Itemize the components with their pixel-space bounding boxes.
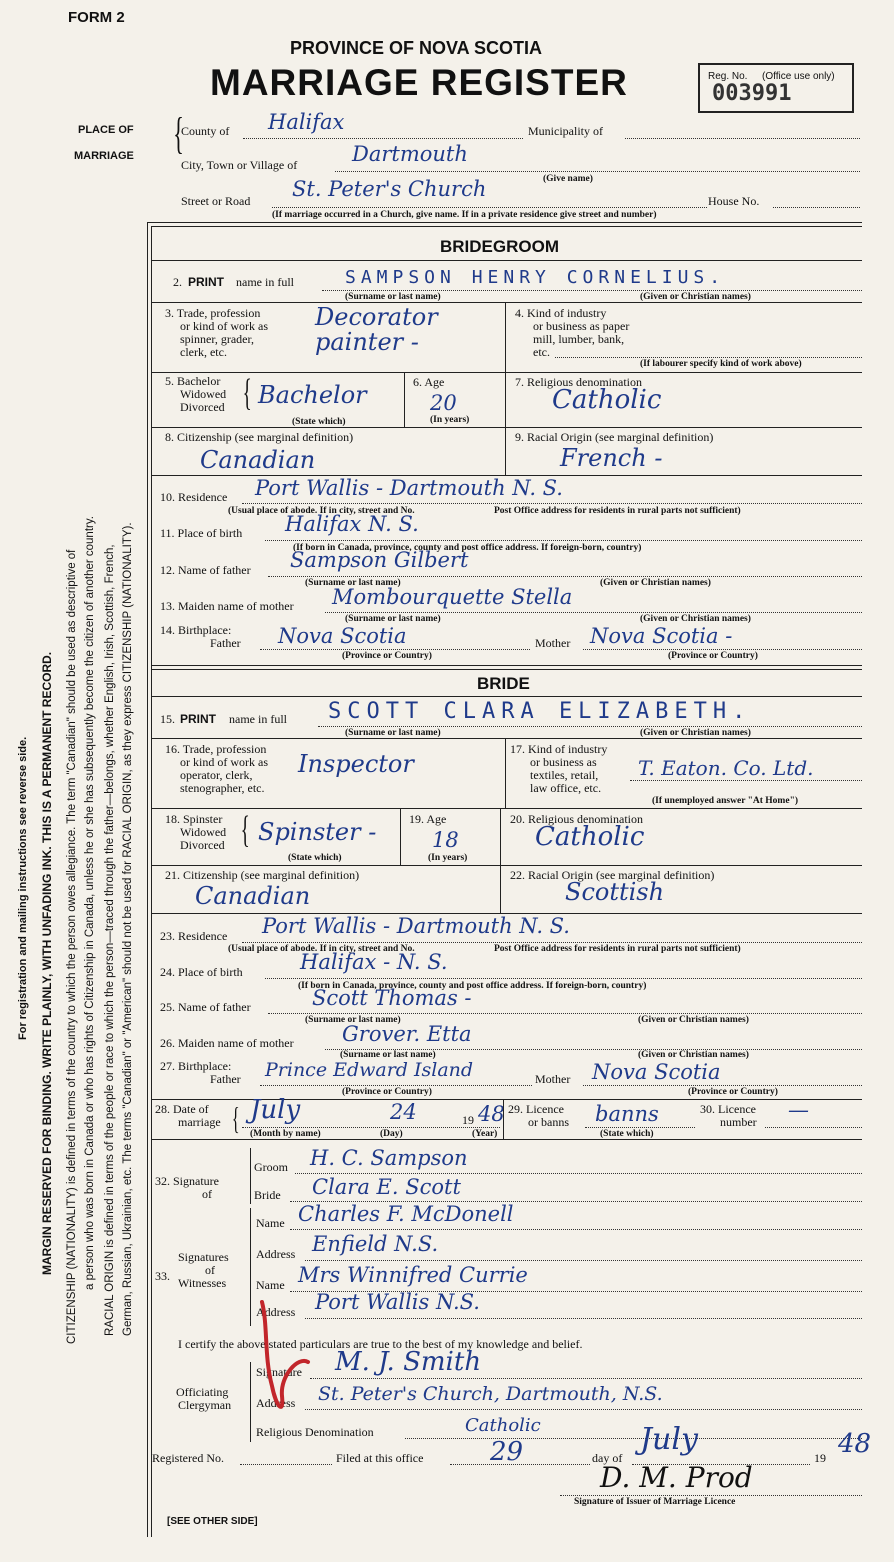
bride-residence: Port Wallis - Dartmouth N. S.	[262, 914, 570, 938]
marriage-day: 24	[390, 1100, 417, 1124]
bride-mother-birthplace: Nova Scotia	[592, 1060, 721, 1084]
day-of-label: day of	[592, 1451, 623, 1465]
bride-heading: BRIDE	[477, 674, 530, 693]
wit-f33: 33.	[155, 1269, 170, 1283]
margin-citizenship-2: a person who was born in Canada or who has rights of Citizenship in Canada, unless he or she has subsequently become the citizen of another country.	[84, 516, 96, 1290]
bride-res-note-1: (Usual place of abode. If in city, street and No.	[228, 944, 415, 954]
clergy-denomination: Catholic	[465, 1415, 541, 1436]
witness-1-name: Charles F. McDonell	[298, 1202, 514, 1226]
margin-binding-note: MARGIN RESERVED FOR BINDING. WRITE PLAINLY, WITH UNFADING INK. THIS IS A PERMANENT RECORD.	[40, 651, 54, 1275]
page-title: MARRIAGE REGISTER	[210, 62, 628, 103]
certify-statement: I certify the above stated particulars are true to the best of my knowledge and belief.	[178, 1337, 583, 1351]
county-value: Halifax	[268, 110, 345, 134]
bride-f17-note: (If unemployed answer "At Home")	[652, 796, 799, 806]
bride-mother-prov-note: (Province or Country)	[688, 1087, 778, 1097]
reg-number: 003991	[712, 81, 792, 106]
w2-address-label: Address	[256, 1305, 296, 1319]
groom-f7: 7. Religious denomination	[515, 375, 642, 389]
groom-f12: 12. Name of father	[160, 563, 251, 577]
filed-year: 48	[838, 1429, 872, 1459]
bride-f17b: or business as	[530, 755, 597, 769]
groom-f4-note: (If labourer specify kind of work above)	[640, 359, 802, 369]
groom-f4b: or business as paper	[533, 319, 630, 333]
margin-racial-1: RACIAL ORIGIN is defined in terms of the people or race to which the person—traced through the father—belongs, whether English, Irish, Scottish, French,	[104, 544, 116, 1336]
margin-racial-2: German, Russian, Ukrainian, etc. The terms "Canadian" or "American" should not be used for RACIAL ORIGIN, as they express CITIZENSHIP (NATIONALITY).	[122, 522, 134, 1336]
bride-f18c: Divorced	[180, 838, 225, 852]
street-label: Street or Road	[181, 194, 251, 208]
bride-f16: 16. Trade, profession	[165, 742, 267, 756]
bride-f20: 20. Religious denomination	[510, 812, 643, 826]
bride-f17: 17. Kind of industry	[510, 742, 608, 756]
place-of-label: PLACE OF	[78, 124, 134, 136]
give-name-note: (Give name)	[543, 174, 593, 184]
marriage-year: 48	[478, 1102, 505, 1126]
municipality-label: Municipality of	[528, 124, 603, 138]
bride-father-birthplace: Prince Edward Island	[265, 1059, 474, 1081]
marriage-year-prefix: 19	[462, 1113, 474, 1127]
groom-mother-label: Mother	[535, 636, 571, 650]
filed-day: 29	[490, 1437, 524, 1467]
groom-f5: 5. Bachelor	[165, 374, 221, 388]
bride-f15-print: PRINT	[180, 712, 216, 726]
groom-f9: 9. Racial Origin (see marginal definition)	[515, 430, 714, 444]
bride-trade: Inspector	[298, 750, 414, 778]
bride-f24: 24. Place of birth	[160, 965, 243, 979]
filed-year-prefix: 19	[814, 1451, 826, 1465]
city-label: City, Town or Village of	[181, 158, 298, 172]
groom-f13: 13. Maiden name of mother	[160, 599, 294, 613]
margin-instructions: For registration and mailing instructions see reverse side.	[17, 736, 29, 1040]
groom-age: 20	[430, 391, 457, 415]
bride-birth-note: (If born in Canada, province, county and post office address. If foreign-born, country)	[298, 981, 647, 991]
bride-f17d: law office, etc.	[530, 781, 602, 795]
groom-father-surname-note: (Surname or last name)	[305, 578, 401, 588]
officiating-label-2: Clergyman	[178, 1398, 232, 1412]
wit-label-1: Signatures	[178, 1250, 229, 1264]
groom-f3c: spinner, grader,	[180, 332, 255, 346]
bride-citizenship: Canadian	[195, 882, 311, 910]
groom-f4: 4. Kind of industry	[515, 306, 607, 320]
issuer-signature: D. M. Prod	[600, 1461, 753, 1494]
bride-father: Scott Thomas -	[312, 986, 472, 1010]
denom-label: Religious Denomination	[256, 1425, 374, 1439]
marriage-f28: 28. Date of	[155, 1102, 209, 1116]
w2-name-label: Name	[256, 1278, 285, 1292]
witness-1-address: Enfield N.S.	[312, 1232, 439, 1256]
marriage-banns: banns	[595, 1102, 659, 1126]
groom-f3b: or kind of work as	[180, 319, 268, 333]
officiating-label-1: Officiating	[176, 1385, 229, 1399]
registered-no-label: Registered No.	[152, 1451, 224, 1465]
groom-f4c: mill, lumber, bank,	[533, 332, 625, 346]
place-brace: {	[173, 109, 184, 158]
bride-father-prov-note: (Province or Country)	[342, 1087, 432, 1097]
groom-religion: Catholic	[552, 385, 662, 415]
bride-mother-label: Mother	[535, 1072, 571, 1086]
groom-f10: 10. Residence	[160, 490, 228, 504]
bride-mother-given-note: (Given or Christian names)	[638, 1050, 749, 1060]
witness-2-name: Mrs Winnifred Currie	[298, 1263, 528, 1287]
filed-month: July	[640, 1422, 698, 1457]
groom-f8: 8. Citizenship (see marginal definition)	[165, 430, 354, 444]
bride-f27b: Father	[210, 1072, 241, 1086]
groom-mother-prov-note: (Province or Country)	[668, 651, 758, 661]
see-other-side: [SEE OTHER SIDE]	[167, 1516, 258, 1527]
house-label: House No.	[708, 194, 760, 208]
city-value: Dartmouth	[352, 142, 468, 166]
groom-f2-print: PRINT	[188, 275, 224, 289]
groom-f2-label: name in full	[236, 275, 294, 289]
bride-religion: Catholic	[535, 822, 645, 852]
groom-f3d: clerk, etc.	[180, 345, 227, 359]
bride-res-note-2: Post Office address for residents in rural parts not sufficient)	[494, 944, 741, 954]
issuer-label: Signature of Issuer of Marriage Licence	[574, 1497, 736, 1507]
bride-f16b: or kind of work as	[180, 755, 268, 769]
groom-f5b: Widowed	[180, 387, 227, 401]
bride-surname-note: (Surname or last name)	[345, 728, 441, 738]
filed-label: Filed at this office	[336, 1451, 424, 1465]
groom-name: SAMPSON HENRY CORNELIUS.	[345, 267, 726, 288]
marriage-label: MARRIAGE	[74, 150, 134, 162]
bride-f15-label: name in full	[229, 712, 287, 726]
groom-mother-surname-note: (Surname or last name)	[345, 614, 441, 624]
bride-f16c: operator, clerk,	[180, 768, 253, 782]
witness-2-address: Port Wallis N.S.	[315, 1290, 480, 1314]
bride-f18: 18. Spinster	[165, 812, 223, 826]
groom-surname-note: (Surname or last name)	[345, 292, 441, 302]
groom-trade-1: Decorator	[315, 303, 438, 331]
wit-label-2: of	[205, 1263, 215, 1277]
wit-label-3: Witnesses	[178, 1276, 227, 1290]
bride-f17c: textiles, retail,	[530, 768, 599, 782]
bride-name: SCOTT CLARA ELIZABETH.	[328, 699, 752, 724]
form-number: FORM 2	[68, 9, 125, 26]
groom-f14: 14. Birthplace:	[160, 623, 232, 637]
bride-birthplace: Halifax - N. S.	[300, 950, 448, 974]
w1-address-label: Address	[256, 1247, 296, 1261]
groom-sig-label: Groom	[254, 1160, 288, 1174]
groom-trade-2: painter -	[315, 328, 419, 356]
groom-residence: Port Wallis - Dartmouth N. S.	[255, 476, 563, 500]
marriage-f30b: number	[720, 1115, 757, 1129]
month-note: (Month by name)	[250, 1129, 321, 1139]
groom-res-note-1: (Usual place of abode. If in city, street and No.	[228, 506, 415, 516]
groom-state-which: (State which)	[292, 417, 346, 427]
street-value: St. Peter's Church	[292, 177, 487, 201]
groom-f6: 6. Age	[413, 375, 445, 389]
clergy-address: St. Peter's Church, Dartmouth, N.S.	[318, 1383, 663, 1405]
bride-father-given-note: (Given or Christian names)	[638, 1015, 749, 1025]
groom-citizenship: Canadian	[200, 446, 316, 474]
county-label: County of	[181, 124, 230, 138]
bride-f21: 21. Citizenship (see marginal definition)	[165, 868, 360, 882]
registration-number-box	[698, 63, 854, 113]
red-check-mark	[254, 1296, 314, 1426]
groom-father-prov-note: (Province or Country)	[342, 651, 432, 661]
marriage-f28b: marriage	[178, 1115, 221, 1129]
bride-given-note: (Given or Christian names)	[640, 728, 751, 738]
bride-f16d: stenographer, etc.	[180, 781, 265, 795]
groom-birthplace: Halifax N. S.	[285, 512, 419, 536]
groom-f5c: Divorced	[180, 400, 225, 414]
groom-f14b: Father	[210, 636, 241, 650]
marriage-f29: 29. Licence	[508, 1102, 564, 1116]
marriage-f29b: or banns	[528, 1115, 569, 1129]
licence-number: —	[788, 1098, 809, 1122]
groom-status: Bachelor	[258, 381, 367, 409]
groom-mother: Mombourquette Stella	[332, 585, 573, 609]
groom-f2-num: 2.	[173, 275, 182, 289]
marriage-month: July	[250, 1095, 301, 1125]
clergy-signature: M. J. Smith	[335, 1347, 482, 1377]
banns-note: (State which)	[600, 1129, 654, 1139]
groom-f4d: etc.	[533, 345, 550, 359]
groom-f11: 11. Place of birth	[160, 526, 243, 540]
province-heading: PROVINCE OF NOVA SCOTIA	[290, 38, 543, 58]
bridegroom-heading: BRIDEGROOM	[440, 237, 559, 256]
groom-signature: H. C. Sampson	[310, 1146, 468, 1170]
bride-f18b: Widowed	[180, 825, 227, 839]
bride-f25: 25. Name of father	[160, 1000, 251, 1014]
groom-given-note: (Given or Christian names)	[640, 292, 751, 302]
year-note: (Year)	[472, 1129, 498, 1139]
bride-f19: 19. Age	[409, 812, 447, 826]
day-note: (Day)	[380, 1129, 403, 1139]
sig-f32b: of	[202, 1187, 212, 1201]
sig-f32: 32. Signature	[155, 1174, 219, 1188]
groom-racial: French -	[560, 444, 663, 472]
groom-in-years: (In years)	[430, 415, 470, 425]
street-note: (If marriage occurred in a Church, give name. If in a private residence give street and number)	[272, 210, 657, 220]
w1-name-label: Name	[256, 1216, 285, 1230]
bride-in-years: (In years)	[428, 853, 468, 863]
bride-signature: Clara E. Scott	[312, 1175, 461, 1199]
groom-birth-note: (If born in Canada, province, county and post office address. If foreign-born, country)	[293, 543, 642, 553]
bride-mother-surname-note: (Surname or last name)	[340, 1050, 436, 1060]
bride-status: Spinster -	[258, 818, 377, 846]
bride-racial: Scottish	[565, 878, 665, 906]
groom-father: Sampson Gilbert	[290, 548, 469, 572]
reg-label: Reg. No.	[708, 71, 748, 82]
bride-f26: 26. Maiden name of mother	[160, 1036, 294, 1050]
groom-mother-given-note: (Given or Christian names)	[640, 614, 751, 624]
bride-age: 18	[432, 828, 459, 852]
bride-mother: Grover. Etta	[342, 1022, 472, 1046]
bride-f22: 22. Racial Origin (see marginal definition)	[510, 868, 715, 882]
clergy-address-label: Address	[256, 1396, 296, 1410]
reg-office-note: (Office use only)	[762, 71, 835, 82]
bride-father-surname-note: (Surname or last name)	[305, 1015, 401, 1025]
bride-f23: 23. Residence	[160, 929, 228, 943]
groom-f3: 3. Trade, profession	[165, 306, 261, 320]
clergy-sig-label: Signature	[256, 1365, 302, 1379]
bride-state-which: (State which)	[288, 853, 342, 863]
groom-mother-birthplace: Nova Scotia -	[590, 624, 733, 648]
groom-father-birthplace: Nova Scotia	[278, 624, 407, 648]
marriage-f30: 30. Licence	[700, 1102, 756, 1116]
groom-father-given-note: (Given or Christian names)	[600, 578, 711, 588]
bride-sig-label: Bride	[254, 1188, 281, 1202]
bride-f27: 27. Birthplace:	[160, 1059, 232, 1073]
bride-f15-num: 15.	[160, 712, 175, 726]
margin-citizenship-1: CITIZENSHIP (NATIONALITY) is defined in terms of the country to which the person owes allegiance. The term "Canadian" should be used as descriptive of	[66, 549, 78, 1344]
bride-industry: T. Eaton. Co. Ltd.	[638, 756, 814, 780]
groom-res-note-2: Post Office address for residents in rural parts not sufficient)	[494, 506, 741, 516]
